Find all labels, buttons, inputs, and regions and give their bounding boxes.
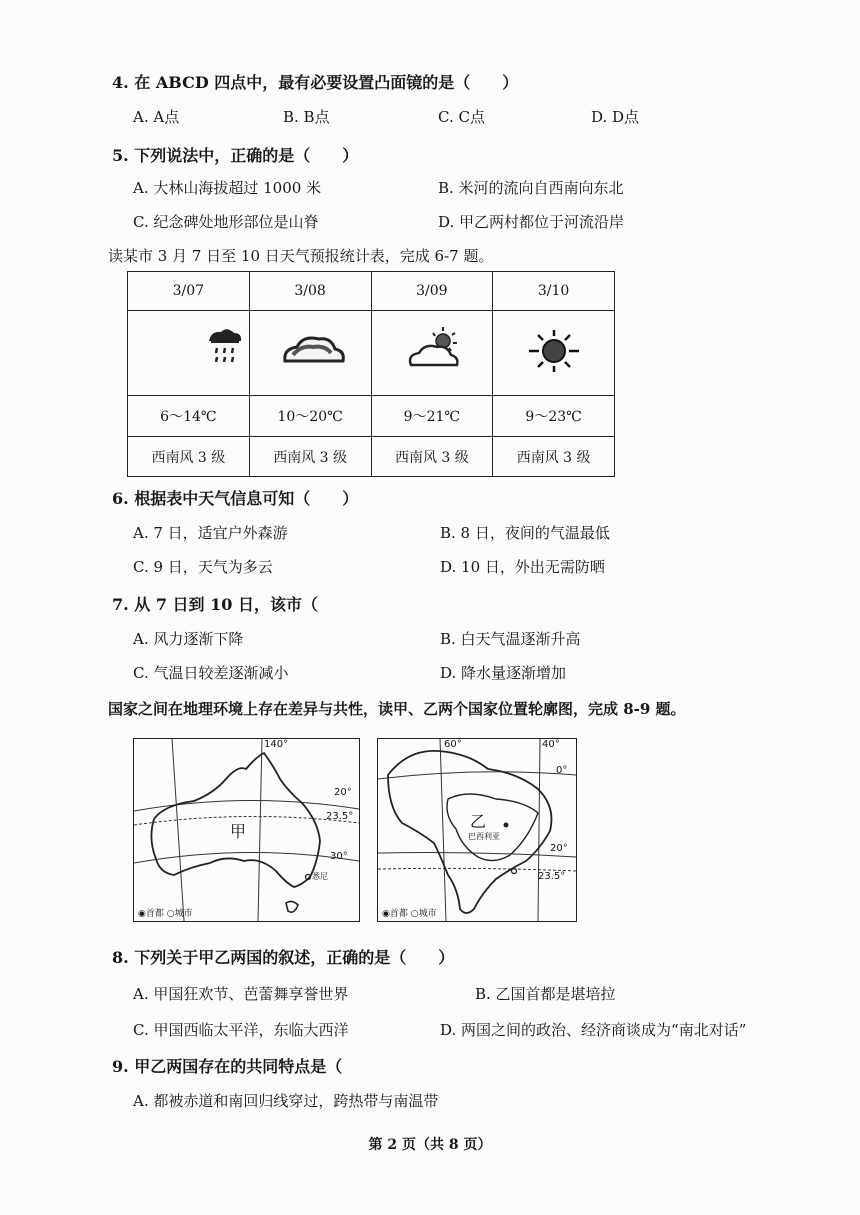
- q5-option-d: D. 甲乙两村都位于河流沿岸: [438, 213, 625, 231]
- temperature-cell: 9～21℃: [371, 396, 493, 437]
- page-number: 第 2 页（共 8 页）: [368, 1137, 492, 1153]
- q7-option-c: C. 气温日较差逐渐减小: [133, 664, 289, 682]
- q6-option-a: A. 7 日，适宜户外森游: [133, 524, 288, 542]
- wind-cell: 西南风 3 级: [249, 437, 371, 477]
- q4-option-a: A. A点: [133, 108, 180, 126]
- q8-option-d: D. 两国之间的政治、经济商谈成为“南北对话”: [440, 1021, 747, 1039]
- rain-cloud-icon: [133, 321, 243, 381]
- q7-option-b: B. 白天气温逐渐升高: [440, 630, 581, 648]
- q6-option-d: D. 10 日，外出无需防晒: [440, 558, 605, 576]
- map-yi-lat0-label: 0°: [556, 765, 568, 776]
- q4-stem: 4. 在 ABCD 四点中，最有必要设置凸面镜的是（ ）: [112, 73, 519, 92]
- q7-stem: 7. 从 7 日到 10 日，该市（: [112, 595, 318, 614]
- q7-option-d: D. 降水量逐渐增加: [440, 664, 567, 682]
- map-yi-capital-label: 巴西利亚: [468, 832, 500, 841]
- q8-option-c: C. 甲国西临太平洋，东临大西洋: [133, 1021, 349, 1039]
- map-jia-outline: [134, 739, 359, 921]
- date-cell: 3/09: [371, 272, 493, 311]
- date-cell: 3/07: [128, 272, 250, 311]
- wind-cell: 西南风 3 级: [128, 437, 250, 477]
- map-jia-lat1-label: 20°: [334, 787, 352, 798]
- map-yi-legend: ◉首都 ○城市: [382, 909, 437, 919]
- weather-icon-cell: [493, 311, 615, 396]
- map-yi-lat1-label: 20°: [550, 843, 568, 854]
- intro-8-9: 国家之间在地理环境上存在差异与共性，读甲、乙两个国家位置轮廓图，完成 8-9 题。: [108, 700, 686, 718]
- date-cell: 3/10: [493, 272, 615, 311]
- q4-option-c: C. C点: [438, 108, 485, 126]
- map-yi-lon1-label: 60°: [444, 739, 462, 750]
- q9-option-a: A. 都被赤道和南回归线穿过，跨热带与南温带: [133, 1092, 439, 1110]
- map-yi-country-label: 乙: [470, 812, 487, 831]
- q8-stem: 8. 下列关于甲乙两国的叙述，正确的是（ ）: [112, 948, 455, 967]
- q6-option-c: C. 9 日，天气为多云: [133, 558, 273, 576]
- q5-option-a: A. 大林山海拔超过 1000 米: [133, 179, 322, 197]
- q9-stem: 9. 甲乙两国存在的共同特点是（: [112, 1057, 343, 1076]
- q8-option-a: A. 甲国狂欢节、芭蕾舞享誉世界: [133, 985, 349, 1003]
- wind-cell: 西南风 3 级: [493, 437, 615, 477]
- cloud-icon: [255, 321, 365, 381]
- intro-6-7: 读某市 3 月 7 日至 10 日天气预报统计表，完成 6-7 题。: [108, 247, 494, 265]
- q7-option-a: A. 风力逐渐下降: [133, 630, 244, 648]
- wind-cell: 西南风 3 级: [371, 437, 493, 477]
- map-jia-city-label: 悉尼: [312, 872, 328, 881]
- q4-option-d: D. D点: [591, 108, 640, 126]
- q6-stem: 6. 根据表中天气信息可知（ ）: [112, 489, 359, 508]
- partly-cloudy-icon: [377, 321, 487, 381]
- map-jia-lon-label: 140°: [264, 739, 289, 750]
- q5-stem: 5. 下列说法中，正确的是（ ）: [112, 146, 359, 165]
- date-cell: 3/08: [249, 272, 371, 311]
- temperature-cell: 9～23℃: [493, 396, 615, 437]
- q5-option-c: C. 纪念碑处地形部位是山脊: [133, 213, 319, 231]
- weather-icon-cell: [371, 311, 493, 396]
- map-jia-legend: ◉首都 ○城市: [138, 909, 193, 919]
- weather-icon-cell: [249, 311, 371, 396]
- q6-option-b: B. 8 日，夜间的气温最低: [440, 524, 610, 542]
- map-jia-lat2-label: 23.5°: [326, 811, 354, 822]
- map-yi: [377, 738, 577, 922]
- temperature-cell: 6～14℃: [128, 396, 250, 437]
- q8-option-b: B. 乙国首都是堪培拉: [475, 985, 616, 1003]
- q4-option-b: B. B点: [283, 108, 330, 126]
- weather-icon-cell: [128, 311, 250, 396]
- weather-forecast-table: [127, 271, 615, 477]
- sun-icon: [499, 321, 609, 381]
- temperature-cell: 10～20℃: [249, 396, 371, 437]
- map-jia-lat3-label: 30°: [330, 851, 348, 862]
- map-yi-lat2-label: 23.5°: [538, 871, 566, 882]
- map-jia: [133, 738, 360, 922]
- map-jia-country-label: 甲: [230, 822, 247, 841]
- q5-option-b: B. 米河的流向自西南向东北: [438, 179, 624, 197]
- map-yi-lon2-label: 40°: [542, 739, 560, 750]
